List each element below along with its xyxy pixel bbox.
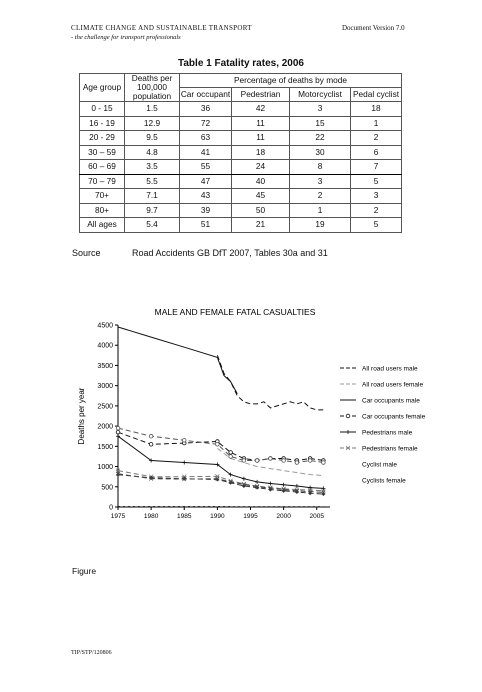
legend-marker [346,430,350,434]
legend-label: Car occupants male [362,397,420,405]
table-cell: 60 – 69 [80,160,125,175]
table-cell: 36 [180,102,232,117]
table-cell: 18 [351,102,402,117]
table-cell: 51 [180,218,232,233]
table-cell: 1 [290,203,351,218]
data-point [268,482,272,486]
legend-label: Cyclist male [362,461,398,469]
table-cell: 70+ [80,189,125,204]
table-cell: 20 - 29 [80,131,125,146]
y-tick-label: 1500 [97,443,113,451]
table-row [80,189,402,204]
table-cell: 55 [180,160,232,175]
fatality-table [79,73,402,233]
table-cell: All ages [80,218,125,233]
y-tick-label: 2500 [97,403,113,411]
legend-label: Pedestrians male [362,429,413,437]
table-cell: 72 [180,116,232,131]
legend-label: All road users male [362,365,418,373]
y-tick-label: 0 [109,504,113,512]
x-tick-label: 2000 [276,513,291,520]
series-line [118,475,323,495]
table-row [80,203,402,218]
data-point [295,461,299,465]
table-cell: 2 [290,189,351,204]
table-cell: 15 [290,116,351,131]
data-point [242,477,246,481]
header-car: Car occupant [180,88,232,102]
figure-label: Figure [72,566,97,576]
table-cell: 5.5 [125,174,180,189]
table-cell: 9.5 [125,131,180,146]
header-pedal: Pedal cyclist [351,88,402,102]
x-tick-label: 1985 [177,513,192,520]
table-cell: 1 [351,116,402,131]
legend-label: All road users female [362,381,424,389]
data-point [216,443,220,447]
y-tick-label: 1000 [97,464,113,472]
table-cell: 50 [232,203,290,218]
table-cell: 41 [180,145,232,160]
legend-marker [346,414,350,418]
table-cell: 3 [290,174,351,189]
table-cell: 24 [232,160,290,175]
table-cell: 7.1 [125,189,180,204]
table-cell: 5 [351,218,402,233]
table-cell: 0 - 15 [80,102,125,117]
data-point [116,426,120,430]
data-point [308,459,312,463]
table-row [80,160,402,175]
x-tick-label: 1975 [110,513,126,520]
table-cell: 9.7 [125,203,180,218]
x-tick-label: 2005 [309,513,324,520]
table-row [80,174,402,189]
header-subtitle: - the challenge for transport professionals [71,34,181,41]
y-tick-label: 4500 [97,322,113,330]
legend-label: Cyclists female [362,477,406,485]
table-row [80,145,402,160]
data-point [295,484,299,488]
data-point [282,459,286,463]
table-cell: 12.9 [125,116,180,131]
table-cell: 2 [351,203,402,218]
y-tick-label: 500 [101,484,113,492]
table-row [80,131,402,146]
data-point [322,461,326,465]
y-tick-label: 2000 [97,423,113,431]
table-cell: 4.8 [125,145,180,160]
table-cell: 45 [232,189,290,204]
table-cell: 16 - 19 [80,116,125,131]
x-tick-label: 1995 [243,513,258,520]
table-cell: 6 [351,145,402,160]
fatal-casualties-chart [70,298,426,533]
document-header [71,24,252,42]
data-point [229,451,233,455]
data-point [182,438,186,442]
legend-label: Pedestrians female [362,445,418,453]
header-age-group: Age group [80,74,125,102]
table-title: Table 1 Fatality rates, 2006 [178,58,304,69]
data-point [255,459,259,463]
data-point [229,455,233,459]
data-point [269,457,273,461]
table-cell: 18 [232,145,290,160]
table-cell: 11 [232,131,290,146]
footer-code: TIP/STP/120806 [71,650,112,656]
x-tick-label: 1980 [143,513,159,520]
table-cell: 70 – 79 [80,174,125,189]
data-point [282,483,286,487]
data-point [242,459,246,463]
table-cell: 1.5 [125,102,180,117]
y-axis-label: Deaths per year [77,387,86,445]
header-pedestrian: Pedestrian [232,88,290,102]
source-label: Source [72,248,101,258]
table-cell: 3 [290,102,351,117]
header-title: CLIMATE CHANGE AND SUSTAINABLE TRANSPORT [71,24,252,32]
table-cell: 19 [290,218,351,233]
source-line [72,248,328,258]
table-cell: 47 [180,174,232,189]
table-cell: 40 [232,174,290,189]
table-cell: 8 [290,160,351,175]
table-cell: 42 [232,102,290,117]
data-point [149,443,153,447]
y-tick-label: 3000 [97,383,113,391]
table-row [80,116,402,131]
series-line [118,432,323,460]
data-point [116,473,120,477]
table-cell: 3.5 [125,160,180,175]
table-cell: 5 [351,174,402,189]
table-cell: 2 [351,131,402,146]
series-line [217,355,323,410]
table-cell: 39 [180,203,232,218]
table-cell: 5.4 [125,218,180,233]
header-motorcyclist: Motorcyclist [290,88,351,102]
table-cell: 21 [232,218,290,233]
table-row [80,102,402,117]
source-text: Road Accidents GB DfT 2007, Tables 30a and 31 [132,248,328,258]
series-line [118,428,323,462]
y-tick-label: 3500 [97,362,113,370]
table-cell: 80+ [80,203,125,218]
table-cell: 11 [232,116,290,131]
series-line [118,471,323,491]
data-point [116,430,120,434]
table-cell: 3 [351,189,402,204]
header-deaths: Deaths per 100,000 population [125,74,180,102]
table-cell: 7 [351,160,402,175]
series-line [217,448,323,475]
data-point [149,434,153,438]
table-cell: 30 – 59 [80,145,125,160]
table-cell: 30 [290,145,351,160]
y-tick-label: 4000 [97,342,113,350]
legend-label: Car occupants female [362,413,426,421]
data-point [255,480,259,484]
series-line [118,327,237,394]
table-row [80,218,402,233]
data-point [182,461,186,465]
header-percentage: Percentage of deaths by mode [180,74,402,88]
table-cell: 43 [180,189,232,204]
table-cell: 63 [180,131,232,146]
table-cell: 22 [290,131,351,146]
x-tick-label: 1990 [210,513,225,520]
chart-title: MALE AND FEMALE FATAL CASUALTIES [154,307,316,317]
document-version: Document Version 7.0 [342,24,405,32]
